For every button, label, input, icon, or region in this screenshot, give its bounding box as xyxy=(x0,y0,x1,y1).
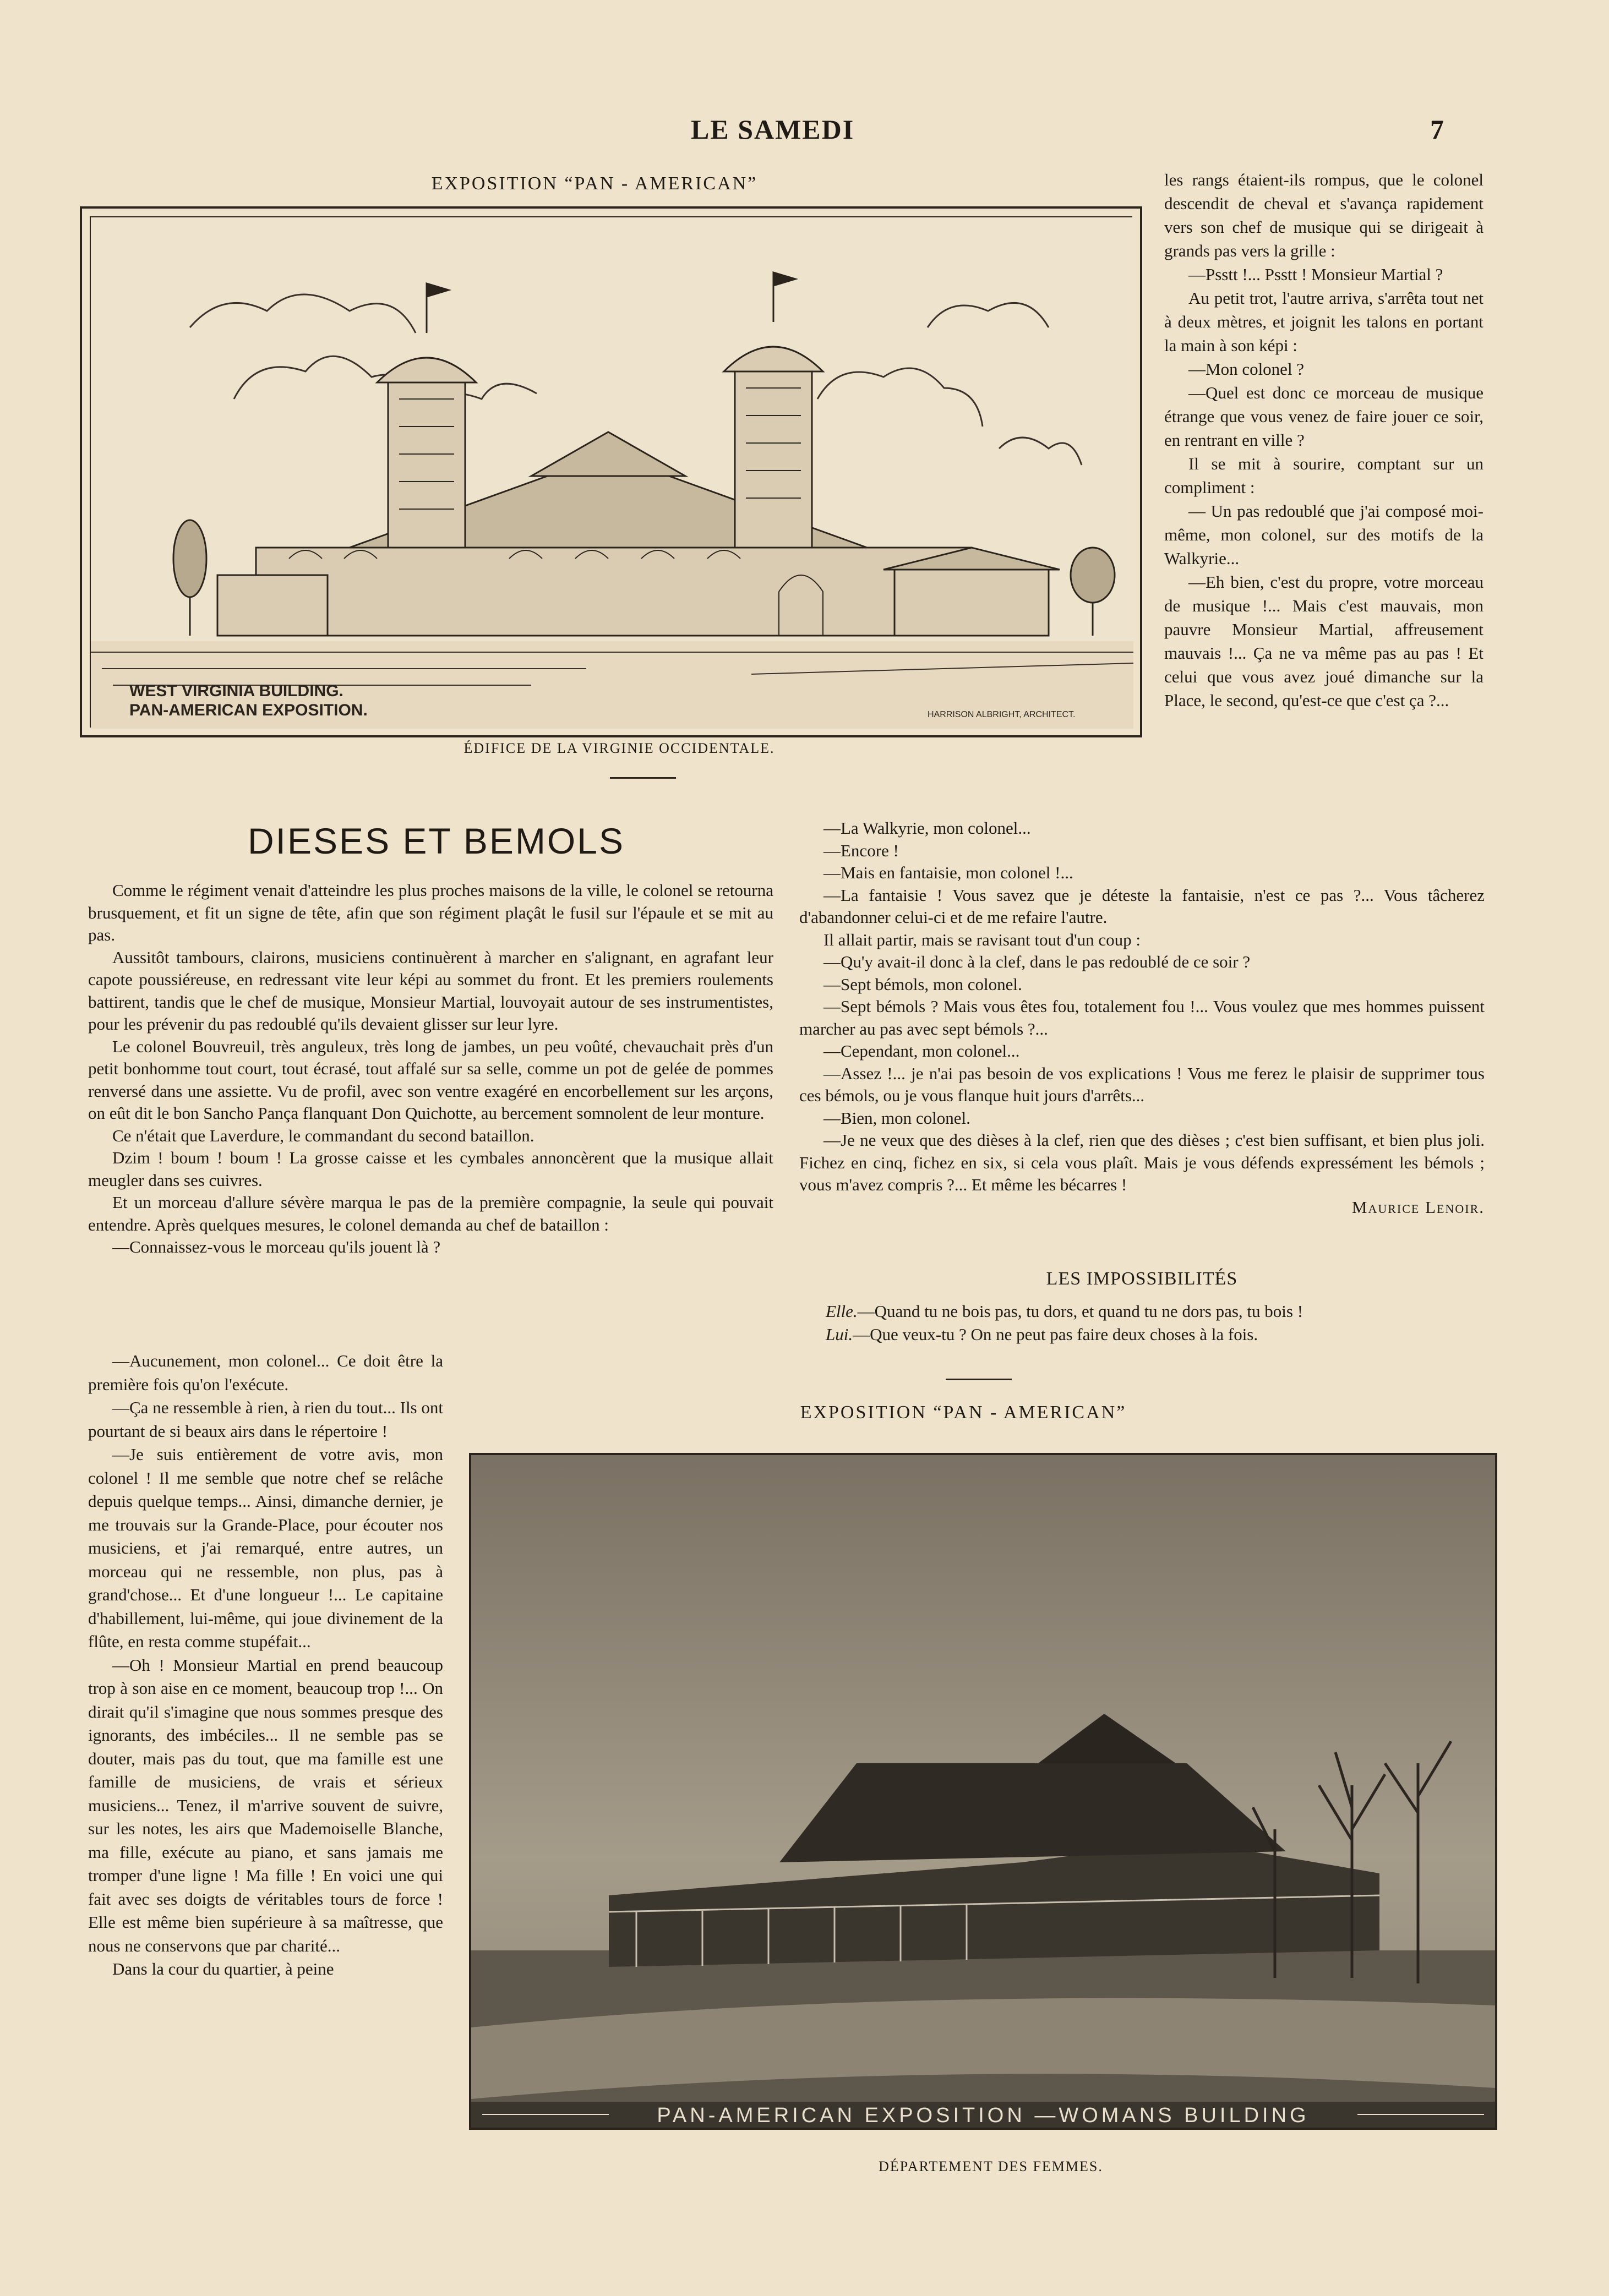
paragraph: —Mais en fantaisie, mon colonel !... xyxy=(823,863,1073,882)
paragraph: —Assez !... je n'ai pas besoin de vos explications ! Vous me ferez le plaisir de supprimer tous ces bémols, ou je vous flanque huit jours d'arrêts... xyxy=(799,1063,1485,1105)
divider xyxy=(946,1379,1012,1380)
womans-building-photo xyxy=(471,1455,1495,2128)
article-right-column xyxy=(799,817,1485,1218)
paragraph: —Mon colonel ? xyxy=(1188,359,1305,379)
plate-credit: HARRISON ALBRIGHT, ARCHITECT. xyxy=(928,710,1076,719)
paragraph: —Oh ! Monsieur Martial en prend beaucoup trop à son aise en ce moment, beaucoup trop !... On dirait qu'il s'imagine que nous sommes presque des ignorants, des imbéciles... Il ne semble pas se douter, mais pas du tout, que ma famille est une famille de musiciens, de vrais et sérieux musiciens... Tenez, il m'arrive souvent de suivre, sur les notes, les airs que Mademoiselle Blanche, ma fille, exécute au piano, et sans jamais me tromper d'une ligne ! Ma fille ! En voici une qui fait avec ses doigts de véritables tours de force ! Elle est même bien supérieure à sa maîtresse, que nous ne conservons que par charité... xyxy=(88,1655,443,1955)
paragraph: —Connaissez-vous le morceau qu'ils jouent là ? xyxy=(112,1237,441,1256)
paragraph: Dzim ! boum ! boum ! La grosse caisse et les cymbales annoncèrent que la musique allait meugler dans ses cuivres. xyxy=(88,1148,773,1190)
west-virginia-building-illustration xyxy=(91,217,1133,729)
paragraph: —Quel est donc ce morceau de musique étrange que vous venez de faire jouer ce soir, en rentrant en ville ? xyxy=(1164,383,1483,450)
paragraph: —Bien, mon colonel. xyxy=(823,1108,970,1128)
paragraph: —Sept bémols ? Mais vous êtes fou, totalement fou !... Vous voulez que mes hommes puissent marcher au pas avec sept bémols ?... xyxy=(799,997,1485,1038)
paragraph: Aussitôt tambours, clairons, musiciens continuèrent à marcher en s'alignant, en agrafant leur capote poussiéreuse, en redressant vite leur képi au sommet du front. Et les premiers roulements battirent, tandis que le chef de musique, Monsieur Martial, louvoyait autour de ses instrumentistes, pour les prévenir du pas redoublé qu'ils devaient glisser sur leur lyre. xyxy=(88,947,773,1034)
speaker-elle: Elle. xyxy=(826,1302,858,1321)
plate-label-line2: PAN-AMERICAN EXPOSITION. xyxy=(129,701,368,719)
paragraph: —Aucunement, mon colonel... Ce doit être la première fois qu'on l'exécute. xyxy=(88,1351,443,1394)
quote-elle: —Quand tu ne bois pas, tu dors, et quand tu ne dors pas, tu bois ! xyxy=(857,1302,1303,1321)
paragraph: Et un morceau d'allure sévère marqua le pas de la première compagnie, la seule qui pouvait entendre. Après quelques mesures, le colonel demanda au chef de bataillon : xyxy=(88,1193,773,1234)
article-narrow-column xyxy=(88,1349,443,1981)
article-left-column xyxy=(88,879,773,1259)
speaker-lui: Lui. xyxy=(826,1325,853,1344)
figure1-frame xyxy=(80,206,1142,737)
right-column-top xyxy=(1164,168,1483,712)
article-author: Maurice Lenoir. xyxy=(1351,1197,1485,1217)
paragraph: Ce n'était que Laverdure, le commandant du second bataillon. xyxy=(112,1125,534,1145)
paragraph: —La Walkyrie, mon colonel... xyxy=(823,818,1031,838)
figure2-frame xyxy=(469,1453,1497,2130)
figure2-caption: DÉPARTEMENT DES FEMMES. xyxy=(879,2158,1103,2174)
page-header-title: LE SAMEDI xyxy=(691,114,855,145)
paragraph: — Un pas redoublé que j'ai composé moi-même, mon colonel, sur des motifs de la Walkyrie... xyxy=(1164,501,1483,568)
paragraph: Il se mit à sourire, comptant sur un compliment : xyxy=(1164,454,1483,497)
plate-label: PAN-AMERICAN EXPOSITION —WOMANS BUILDING xyxy=(657,2104,1310,2127)
impossibilites-line2 xyxy=(826,1323,1486,1346)
figure1-heading: EXPOSITION “PAN - AMERICAN” xyxy=(431,173,758,194)
paragraph: Le colonel Bouvreuil, très anguleux, très long de jambes, un peu voûté, chevauchait près d'un petit bonhomme tout court, tout écrasé, tout affalé sur sa selle, comme un pot de gelée de pommes renversé dans une assiette. Vu de profil, avec son ventre exagéré en encorbellement sur les arçons, on eût dit le bon Sancho Pança flanquant Don Quichotte, au bercement somnolent de leur monture. xyxy=(88,1036,773,1123)
page-number: 7 xyxy=(1430,114,1445,145)
impossibilites-line1 xyxy=(826,1300,1486,1323)
quote-lui: —Que veux-tu ? On ne peut pas faire deux choses à la fois. xyxy=(853,1325,1258,1344)
paragraph: —Je ne veux que des dièses à la clef, rien que des dièses ; c'est bien suffisant, et bien plus joli. Fichez en cinq, fichez en six, si cela vous plaît. Mais je vous défends expressément les bémols ; vous m'avez compris ?... Et même les bécarres ! xyxy=(799,1130,1485,1194)
paragraph: —Sept bémols, mon colonel. xyxy=(823,974,1022,994)
paragraph: Il allait partir, mais se ravisant tout d'un coup : xyxy=(823,930,1141,949)
impossibilites-title: LES IMPOSSIBILITÉS xyxy=(1046,1269,1238,1289)
paragraph: Dans la cour du quartier, à peine xyxy=(112,1959,334,1978)
paragraph: Comme le régiment venait d'atteindre les plus proches maisons de la ville, le colonel se retourna brusquement, et fit un signe de tête, afin que son régiment plaçât le fusil sur l'épaule et se mit au pas. xyxy=(88,881,773,944)
paragraph: Au petit trot, l'autre arriva, s'arrêta tout net à deux mètres, et joignit les talons en portant la main à son képi : xyxy=(1164,288,1483,355)
figure2-heading: EXPOSITION “PAN - AMERICAN” xyxy=(800,1402,1127,1423)
plate-label-line1: WEST VIRGINIA BUILDING. xyxy=(129,682,343,700)
figure1-caption: ÉDIFICE DE LA VIRGINIE OCCIDENTALE. xyxy=(463,740,775,756)
paragraph: —Eh bien, c'est du propre, votre morceau de musique !... Mais c'est mauvais, mon pauvre Monsieur Martial, affreusement mauvais !... Ça ne va même pas au pas ! Et celui que vous avez joué dimanche sur la Place, le second, qu'est-ce que c'est ça ?... xyxy=(1164,572,1483,710)
paragraph: —Qu'y avait-il donc à la clef, dans le pas redoublé de ce soir ? xyxy=(823,952,1251,971)
paragraph: —Cependant, mon colonel... xyxy=(823,1041,1020,1060)
paragraph: —Je suis entièrement de votre avis, mon colonel ! Il me semble que notre chef se relâche depuis quelque temps... Ainsi, dimanche dernier, je me trouvais sur la Grande-Place, pour écouter nos musiciens, et j'ai remarqué, entre autres, un morceau qui ne ressemble, non plus, pas à grand'chose... Et d'une longueur !... Le capitaine d'habillement, lui-même, qui joue divinement de la flûte, en resta comme stupéfait... xyxy=(88,1445,443,1651)
paragraph: les rangs étaient-ils rompus, que le colonel descendit de cheval et s'avança rapidement vers son chef de musique qui se dirigeait à grands pas vers la grille : xyxy=(1164,170,1483,260)
article-title: DIESES ET BEMOLS xyxy=(248,821,625,861)
paragraph: —Encore ! xyxy=(823,840,899,860)
paragraph: —Ça ne ressemble à rien, à rien du tout... Ils ont pourtant de si beaux airs dans le répertoire ! xyxy=(88,1398,443,1441)
paragraph: —Psstt !... Psstt ! Monsieur Martial ? xyxy=(1188,265,1443,284)
divider xyxy=(610,777,676,779)
paragraph: —La fantaisie ! Vous savez que je déteste la fantaisie, n'est ce pas ?... Vous tâcherez d'abandonner celui-ci et de me refaire l'autre. xyxy=(799,885,1485,927)
